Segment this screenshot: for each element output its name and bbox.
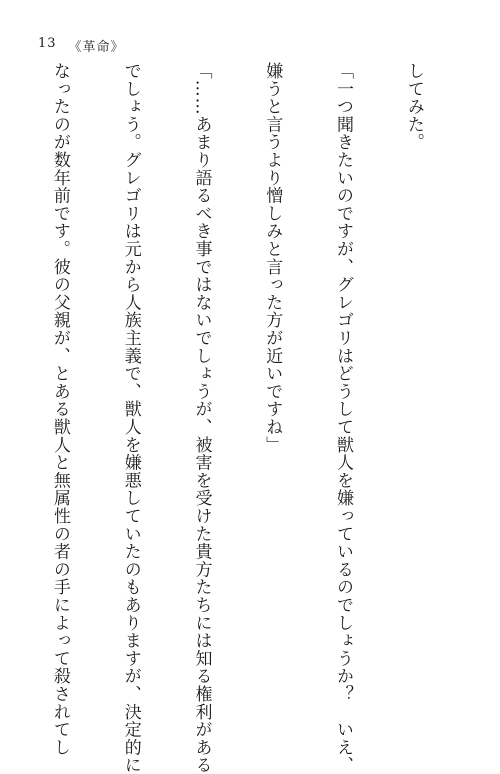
text-line: 「……あまり語るべき事ではないでしょうが、被害を受けた貴方たちには知る権利がある (189, 62, 213, 674)
text-line: 嫌うと言うより憎しみと言った方が近いですね」 (260, 62, 284, 674)
text-line: なったのが数年前です。彼の父親が、とある獣人と無属性の者の手によって殺されてし (47, 62, 71, 674)
page-number: 13 (38, 36, 57, 55)
text-line: でしょう。グレゴリは元から人族主義で、獣人を嫌悪していたのもありますが、決定的に (118, 62, 142, 674)
vertical-text-body (0, 62, 472, 674)
text-line: 「一つ聞きたいのですが、グレゴリはどうして獣人を嫌っているのでしょうか？ いえ、 (330, 62, 354, 674)
text-line: してみた。 (401, 62, 425, 674)
page-header (38, 36, 125, 55)
chapter-title: 《革命》 (69, 36, 125, 55)
